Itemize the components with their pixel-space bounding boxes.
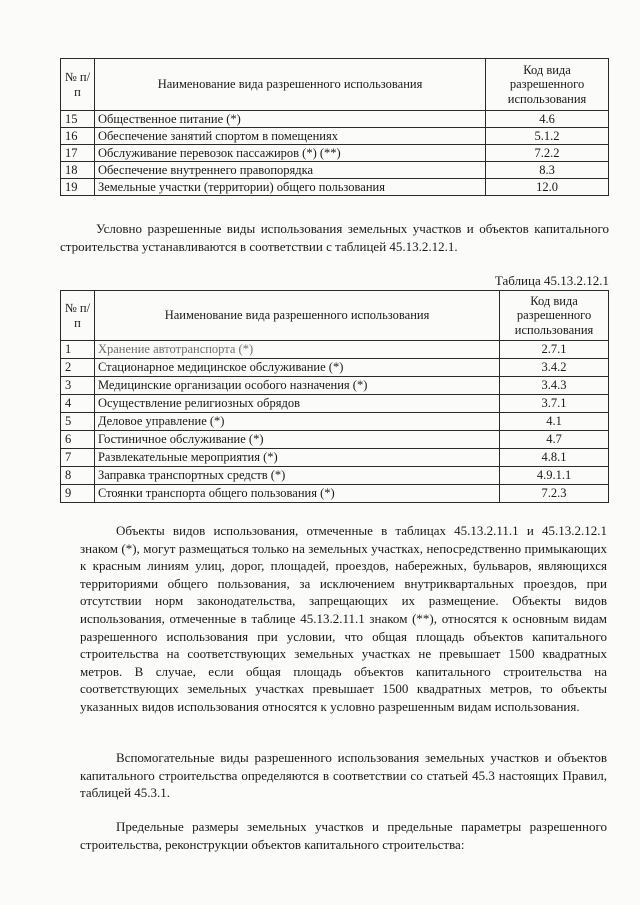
column-header-name: Наименование вида разрешенного использования (94, 291, 499, 341)
row-name: Хранение автотранспорта (*) (94, 341, 499, 359)
row-name: Гостиничное обслуживание (*) (94, 431, 499, 449)
row-name: Обслуживание перевозок пассажиров (*) (**) (94, 145, 485, 162)
row-code: 3.7.1 (500, 395, 609, 413)
paragraph-conditional-uses: Условно разрешенные виды использования земельных участков и объектов капитального строительства устанавливаются в соответствии с таблицей 45.13.2.12.1. (60, 221, 609, 254)
row-name: Медицинские организации особого назначения (*) (94, 377, 499, 395)
row-name: Стоянки транспорта общего пользования (*) (94, 485, 499, 503)
row-name: Обеспечение внутреннего правопорядка (94, 162, 485, 179)
row-code: 3.4.2 (500, 359, 609, 377)
table-conditional-uses (60, 290, 609, 503)
column-header-name: Наименование вида разрешенного использования (94, 59, 485, 111)
row-name: Осуществление религиозных обрядов (94, 395, 499, 413)
column-header-number: № п/п (61, 59, 95, 111)
table-main-uses-continued (60, 58, 609, 196)
table-row (61, 485, 609, 503)
row-number: 18 (61, 162, 95, 179)
row-name: Деловое управление (*) (94, 413, 499, 431)
table-row (61, 431, 609, 449)
row-number: 4 (61, 395, 95, 413)
table-row (61, 162, 609, 179)
row-name: Обеспечение занятий спортом в помещениях (94, 128, 485, 145)
row-code: 7.2.2 (486, 145, 609, 162)
row-name: Развлекательные мероприятия (*) (94, 449, 499, 467)
row-number: 19 (61, 179, 95, 196)
table-row (61, 111, 609, 128)
table-row (61, 145, 609, 162)
row-number: 7 (61, 449, 95, 467)
row-code: 4.9.1.1 (500, 467, 609, 485)
paragraph-auxiliary-uses: Вспомогательные виды разрешенного использования земельных участков и объектов капитального строительства определяются в соответствии со статьей 45.3 настоящих Правил, таблицей 45.3.1. (80, 750, 607, 801)
row-name: Земельные участки (территории) общего пользования (94, 179, 485, 196)
row-name: Общественное питание (*) (94, 111, 485, 128)
row-number: 6 (61, 431, 95, 449)
column-header-code: Код вида разрешенного использования (486, 59, 609, 111)
row-number: 8 (61, 467, 95, 485)
table-row (61, 395, 609, 413)
row-number: 17 (61, 145, 95, 162)
row-code: 8.3 (486, 162, 609, 179)
column-header-number: № п/п (61, 291, 95, 341)
row-code: 4.1 (500, 413, 609, 431)
table-row (61, 128, 609, 145)
table-row (61, 179, 609, 196)
row-number: 5 (61, 413, 95, 431)
row-code: 12.0 (486, 179, 609, 196)
row-code: 4.7 (500, 431, 609, 449)
row-code: 3.4.3 (500, 377, 609, 395)
table-row (61, 413, 609, 431)
row-code: 7.2.3 (500, 485, 609, 503)
row-name: Заправка транспортных средств (*) (94, 467, 499, 485)
table-row (61, 341, 609, 359)
row-code: 2.7.1 (500, 341, 609, 359)
paragraph-limit-parameters: Предельные размеры земельных участков и предельные параметры разрешенного строительства, реконструкции объектов капитального строительства: (80, 819, 607, 852)
table-row (61, 359, 609, 377)
table-row (61, 377, 609, 395)
row-number: 9 (61, 485, 95, 503)
row-code: 4.8.1 (500, 449, 609, 467)
row-number: 2 (61, 359, 95, 377)
table-row (61, 467, 609, 485)
row-code: 4.6 (486, 111, 609, 128)
row-number: 1 (61, 341, 95, 359)
table-row (61, 449, 609, 467)
column-header-code: Код вида разрешенного использования (500, 291, 609, 341)
row-number: 3 (61, 377, 95, 395)
paragraph-marked-objects: Объекты видов использования, отмеченные в таблицах 45.13.2.11.1 и 45.13.2.12.1 знаком (*), могут размещаться только на земельных участках, непосредственно примыкающих к красным линиям улиц, дорог, площадей, проездов, набережных, бульваров, являющихся территориями общего пользования, за исключением внутриквартальных проездов, при отсутствии норм законодательства, запрещающих их размещение. Объекты видов использования, отмеченные в таблице 45.13.2.11.1 знаком (**), относятся к основным видам разрешенного использования при условии, что общая площадь объектов капитального строительства на соответствующих земельных участках не превышает 1500 квадратных метров. В случае, если общая площадь объектов капитального строительства на соответствующих земельных участках превышает 1500 квадратных метров, то объекты указанных видов использования относятся к условно разрешенным видам использования. (80, 523, 607, 714)
table-caption: Таблица 45.13.2.12.1 (494, 273, 609, 288)
row-number: 15 (61, 111, 95, 128)
row-number: 16 (61, 128, 95, 145)
row-name: Стационарное медицинское обслуживание (*) (94, 359, 499, 377)
row-code: 5.1.2 (486, 128, 609, 145)
